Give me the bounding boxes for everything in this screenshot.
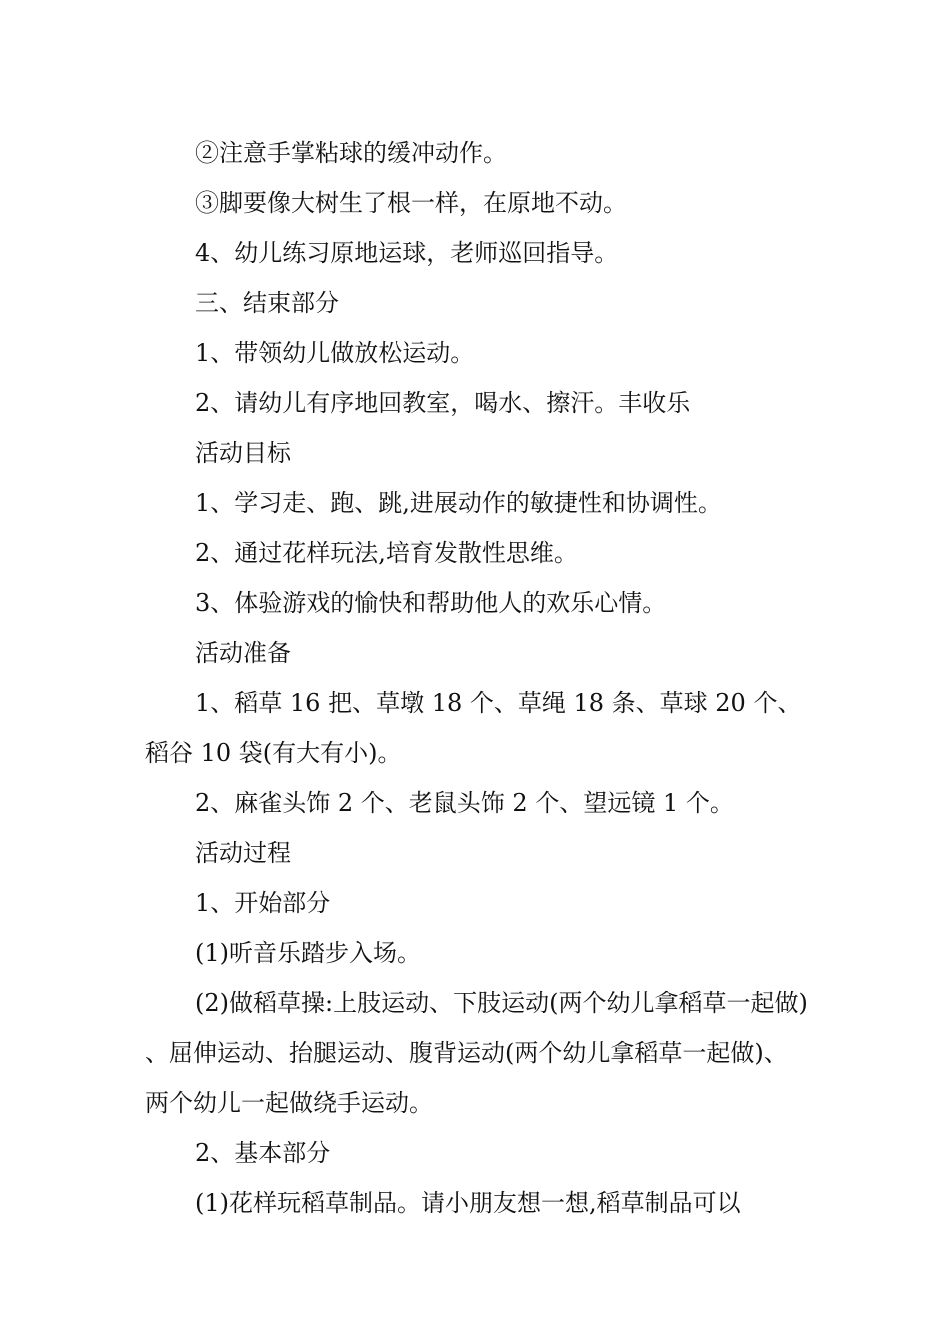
paragraph: 1、开始部分: [195, 889, 331, 917]
paragraph: 2、基本部分: [195, 1139, 331, 1167]
paragraph: ③脚要像大树生了根一样，在原地不动。: [195, 189, 627, 217]
section-heading: 活动目标: [195, 439, 291, 467]
section-heading: 三、结束部分: [195, 289, 339, 317]
paragraph: (2)做稻草操:上肢运动、下肢运动(两个幼儿拿稻草一起做)、屈伸运动、抬腿运动、腹背运动(两个幼儿拿稻草一起做)、两个幼儿一起做绕手运动。: [145, 989, 808, 1117]
paragraph: (1)听音乐踏步入场。: [195, 939, 421, 967]
paragraph: (1)花样玩稻草制品。请小朋友想一想,稻草制品可以: [195, 1189, 741, 1217]
paragraph: 2、请幼儿有序地回教室，喝水、擦汗。丰收乐: [195, 389, 691, 417]
paragraph: 1、学习走、跑、跳,进展动作的敏捷性和协调性。: [195, 489, 722, 517]
paragraph: 4、幼儿练习原地运球，老师巡回指导。: [195, 239, 619, 267]
paragraph: 2、通过花样玩法,培育发散性思维。: [195, 539, 578, 567]
paragraph: ②注意手掌粘球的缓冲动作。: [195, 139, 507, 167]
body-text: [145, 128, 810, 1228]
paragraph: 1、带领幼儿做放松运动。: [195, 339, 475, 367]
section-heading: 活动过程: [195, 839, 291, 867]
section-heading: 活动准备: [195, 639, 291, 667]
paragraph: 2、麻雀头饰 2 个、老鼠头饰 2 个、望远镜 1 个。: [195, 789, 734, 817]
paragraph: 3、体验游戏的愉快和帮助他人的欢乐心情。: [195, 589, 667, 617]
paragraph: 1、稻草 16 把、草墩 18 个、草绳 18 条、草球 20 个、稻谷 10 袋(有大有小)。: [145, 689, 802, 767]
